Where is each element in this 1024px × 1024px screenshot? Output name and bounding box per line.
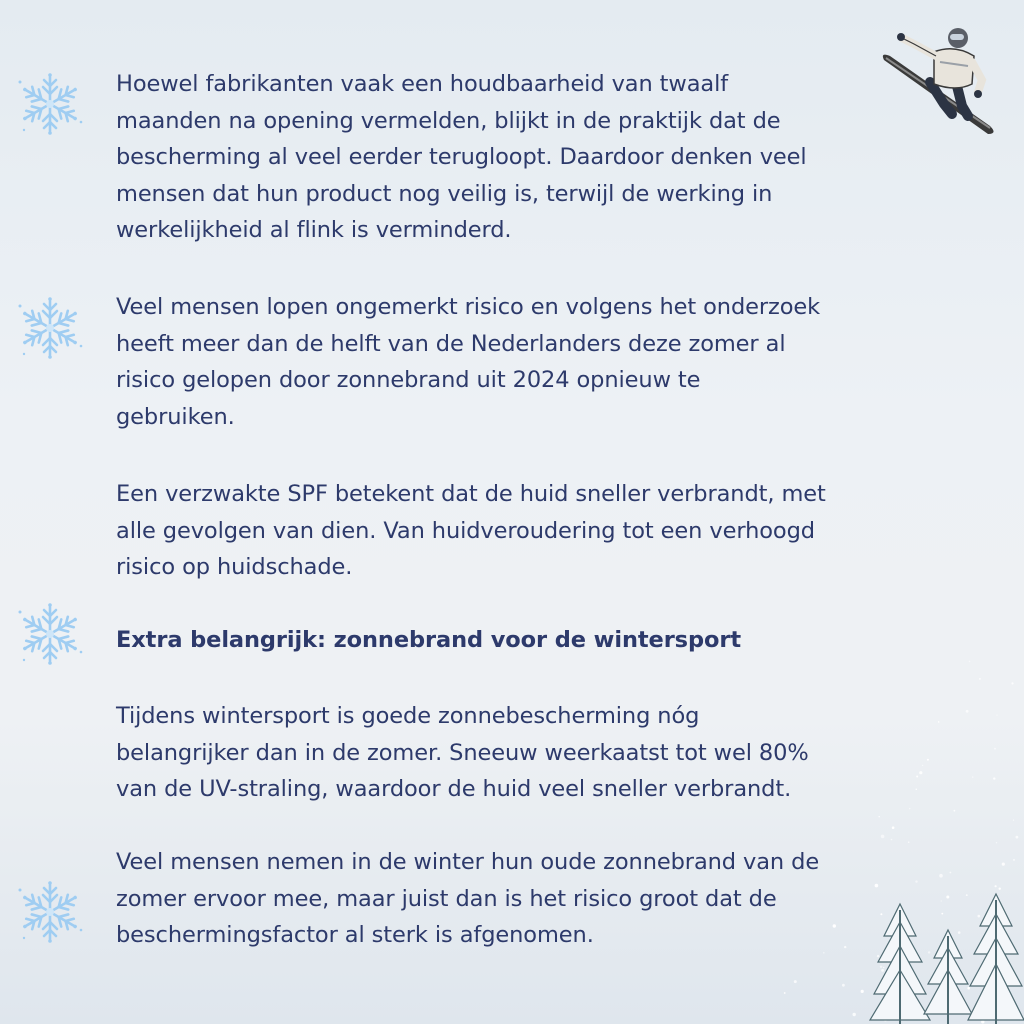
paragraph-old-sunscreen: Veel mensen nemen in de winter hun oude zonnebrand van de zomer ervoor mee, maar juist dan is het risico groot dat de beschermingsfactor al sterk is afgenomen. xyxy=(116,849,820,948)
snow-sparkle xyxy=(891,839,893,841)
snow-sparkle xyxy=(995,885,997,887)
paragraph-wintersport: Tijdens wintersport is goede zonnebescherming nóg belangrijker dan in de zomer. Sneeuw weerkaatst tot wel 80% van de UV-straling, waardoor de huid veel sneller verbrandt. xyxy=(116,703,809,802)
paragraph-shelf-life: Hoewel fabrikanten vaak een houdbaarheid van twaalf maanden na opening vermelden, blijkt in de praktijk dat de bescherming al veel eerder terugloopt. Daardoor denken veel mensen dat hun product nog veilig is, terwijl de werking in werkelijkheid al flink is verminderd. xyxy=(116,71,807,243)
snow-sparkle xyxy=(879,816,880,817)
snowflake-icon xyxy=(14,598,86,670)
snow-sparkle xyxy=(996,715,997,716)
snow-sparkle xyxy=(853,1013,856,1016)
snow-sparkle xyxy=(1002,863,1005,866)
snow-sparkle xyxy=(954,810,956,812)
snow-sparkle xyxy=(993,777,995,779)
snow-sparkle xyxy=(969,661,971,663)
snow-sparkle xyxy=(794,980,797,983)
section-heading-wintersport: Extra belangrijk: zonnebrand voor de wintersport xyxy=(116,627,741,653)
snowflake-icon xyxy=(14,292,86,364)
snow-sparkle xyxy=(842,984,845,987)
paragraph-risk: Veel mensen lopen ongemerkt risico en volgens het onderzoek heeft meer dan de helft van de Nederlanders deze zomer al risico gelopen door zonnebrand uit 2024 opnieuw te gebruiken. xyxy=(116,294,821,430)
snow-sparkle xyxy=(1016,836,1019,839)
snow-sparkle xyxy=(892,826,895,829)
snow-sparkle xyxy=(1011,682,1013,684)
snow-sparkle xyxy=(1013,859,1015,861)
snow-sparkle xyxy=(1013,820,1014,821)
snow-sparkle xyxy=(784,992,786,994)
snow-sparkle xyxy=(979,678,981,680)
snow-sparkle xyxy=(909,808,911,810)
snow-sparkle xyxy=(881,835,885,839)
snow-sparkle xyxy=(994,748,996,750)
snowflake-icon xyxy=(14,68,86,140)
snow-sparkle xyxy=(908,841,910,843)
snow-sparkle xyxy=(996,842,997,843)
paragraph-spf: Een verzwakte SPF betekent dat de huid sneller verbrandt, met alle gevolgen van dien. Van huidveroudering tot een verhoogd risico op huidschade. xyxy=(116,481,826,580)
snowflake-icon xyxy=(14,876,86,948)
